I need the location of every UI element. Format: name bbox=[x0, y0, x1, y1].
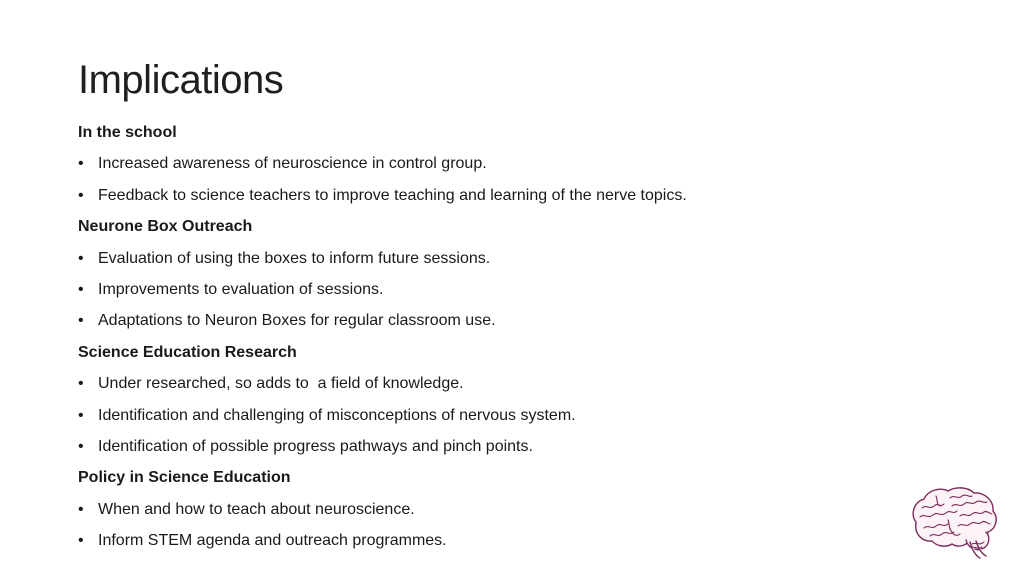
bullet-text: Under researched, so adds to a field of knowledge. bbox=[98, 375, 464, 393]
bullet-text: Adaptations to Neuron Boxes for regular classroom use. bbox=[98, 312, 496, 330]
bullet-text: Inform STEM agenda and outreach programmes. bbox=[98, 532, 447, 550]
bullet-text: Evaluation of using the boxes to inform future sessions. bbox=[98, 249, 491, 267]
bullet-item bbox=[78, 498, 898, 529]
slide-title: Implications bbox=[78, 58, 284, 102]
bullet-item bbox=[78, 372, 898, 403]
bullet-marker: • bbox=[78, 406, 84, 424]
section-heading: Neurone Box Outreach bbox=[78, 218, 253, 236]
bullet-item bbox=[78, 184, 898, 215]
bullet-marker: • bbox=[78, 155, 84, 173]
bullet-item bbox=[78, 435, 898, 466]
slide-content bbox=[78, 121, 898, 560]
bullet-marker: • bbox=[78, 312, 84, 330]
bullet-text: Identification of possible progress pathways and pinch points. bbox=[98, 437, 533, 455]
section-heading: Policy in Science Education bbox=[78, 469, 291, 487]
bullet-item bbox=[78, 529, 898, 560]
section-heading: Science Education Research bbox=[78, 343, 297, 361]
section-neurone-box-outreach bbox=[78, 215, 898, 341]
bullet-marker: • bbox=[78, 375, 84, 393]
bullet-item bbox=[78, 404, 898, 435]
section-in-the-school bbox=[78, 121, 898, 215]
bullet-text: Improvements to evaluation of sessions. bbox=[98, 280, 384, 298]
bullet-marker: • bbox=[78, 532, 84, 550]
bullet-marker: • bbox=[78, 249, 84, 267]
bullet-item bbox=[78, 309, 898, 340]
bullet-marker: • bbox=[78, 500, 84, 518]
section-heading: In the school bbox=[78, 124, 177, 141]
bullet-text: Increased awareness of neuroscience in control group. bbox=[98, 155, 487, 173]
bullet-marker: • bbox=[78, 280, 84, 298]
section-science-education-research bbox=[78, 341, 898, 467]
bullet-item bbox=[78, 152, 898, 183]
bullet-text: When and how to teach about neuroscience. bbox=[98, 500, 415, 518]
section-policy-in-science-education bbox=[78, 466, 898, 560]
bullet-item bbox=[78, 247, 898, 278]
bullet-text: Feedback to science teachers to improve teaching and learning of the nerve topics. bbox=[98, 186, 687, 204]
brain-icon bbox=[906, 484, 1000, 560]
bullet-marker: • bbox=[78, 437, 84, 455]
bullet-text: Identification and challenging of misconceptions of nervous system. bbox=[98, 406, 576, 424]
bullet-marker: • bbox=[78, 186, 84, 204]
bullet-item bbox=[78, 278, 898, 309]
